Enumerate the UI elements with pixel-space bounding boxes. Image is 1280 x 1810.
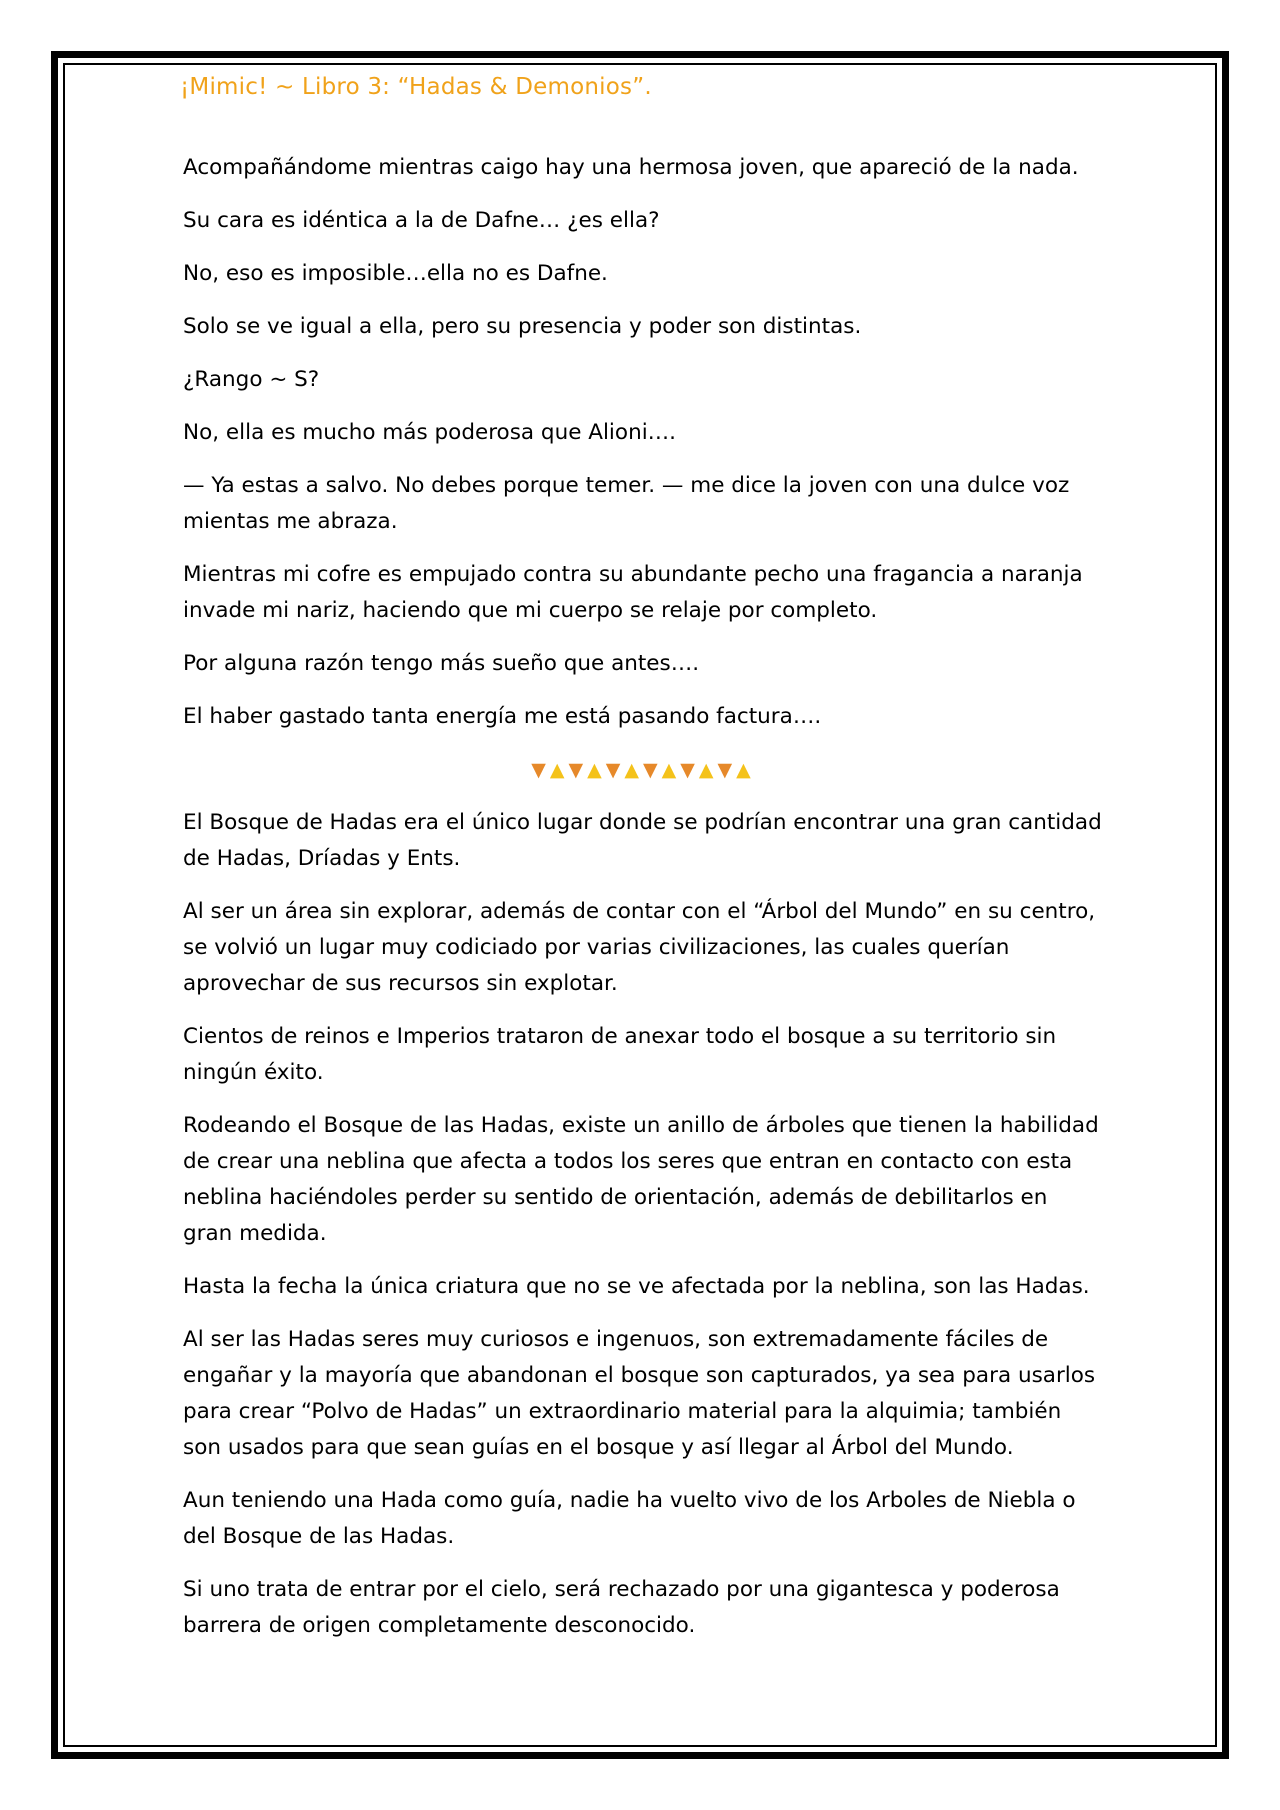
- triangle-down-icon: ▼: [605, 759, 625, 781]
- paragraph: ¿Rango ~ S?: [183, 367, 320, 392]
- triangle-up-icon: ▲: [587, 759, 606, 781]
- document-body: [183, 150, 1103, 1661]
- paragraph: No, eso es imposible…ella no es Dafne.: [183, 261, 608, 286]
- triangle-up-icon: ▲: [624, 759, 643, 781]
- paragraph: Rodeando el Bosque de las Hadas, existe un anillo de árboles que tienen la habilidad de crear una neblina que afecta a todos los seres que entran en contacto con esta neblina haciéndoles perder su sentido de orientación, además de debilitarlos en gran medida.: [183, 1113, 1099, 1246]
- book-header: ¡Mimic! ~ Libro 3: “Hadas & Demonios”.: [180, 74, 652, 100]
- paragraph: Mientras mi cofre es empujado contra su abundante pecho una fragancia a naranja invade mi nariz, haciendo que mi cuerpo se relaje por completo.: [183, 562, 1083, 623]
- paragraph: Solo se ve igual a ella, pero su presencia y poder son distintas.: [183, 314, 862, 339]
- paragraph: Si uno trata de entrar por el cielo, será rechazado por una gigantesca y poderosa barrera de origen completamente desconocido.: [183, 1577, 1060, 1638]
- paragraph: — Ya estas a salvo. No debes porque temer. — me dice la joven con una dulce voz mientas me abraza.: [183, 473, 1070, 534]
- triangle-down-icon: ▼: [643, 759, 662, 781]
- paragraph: Aun teniendo una Hada como guía, nadie ha vuelto vivo de los Arboles de Niebla o del Bosque de las Hadas.: [183, 1488, 1076, 1549]
- paragraph: Al ser las Hadas seres muy curiosos e ingenuos, son extremadamente fáciles de engañar y la mayoría que abandonan el bosque son capturados, ya sea para usarlos para crear “Polvo de Hadas” un extraordinario material para la alquimia; también son usados para que sean guías en el bosque y así llegar al Árbol del Mundo.: [183, 1327, 1096, 1460]
- triangle-down-icon: ▼: [531, 759, 550, 781]
- paragraph: Su cara es idéntica a la de Dafne… ¿es ella?: [183, 208, 660, 233]
- paragraph: El haber gastado tanta energía me está pasando factura….: [183, 704, 822, 729]
- paragraph: Cientos de reinos e Imperios trataron de anexar todo el bosque a su territorio sin ningún éxito.: [183, 1024, 1057, 1085]
- triangle-down-icon: ▼: [680, 759, 699, 781]
- paragraph: Al ser un área sin explorar, además de contar con el “Árbol del Mundo” en su centro, se volvió un lugar muy codiciado por varias civilizaciones, las cuales querían aprovechar de sus recursos sin explotar.: [183, 899, 1096, 996]
- paragraph: No, ella es mucho más poderosa que Alioni….: [183, 420, 676, 445]
- triangle-up-icon: ▲: [736, 759, 755, 781]
- paragraph: Hasta la fecha la única criatura que no se ve afectada por la neblina, son las Hadas.: [183, 1274, 1090, 1299]
- paragraph: Por alguna razón tengo más sueño que antes….: [183, 651, 700, 676]
- triangle-up-icon: ▲: [549, 759, 569, 781]
- triangle-down-icon: ▼: [717, 759, 737, 781]
- triangle-up-icon: ▲: [698, 759, 718, 781]
- paragraph: Acompañándome mientras caigo hay una hermosa joven, que apareció de la nada.: [183, 155, 1079, 180]
- triangle-up-icon: ▲: [661, 759, 681, 781]
- scene-separator: [183, 752, 1103, 788]
- triangle-down-icon: ▼: [568, 759, 588, 781]
- paragraph: El Bosque de Hadas era el único lugar donde se podrían encontrar una gran cantidad de Hadas, Dríadas y Ents.: [183, 810, 1102, 871]
